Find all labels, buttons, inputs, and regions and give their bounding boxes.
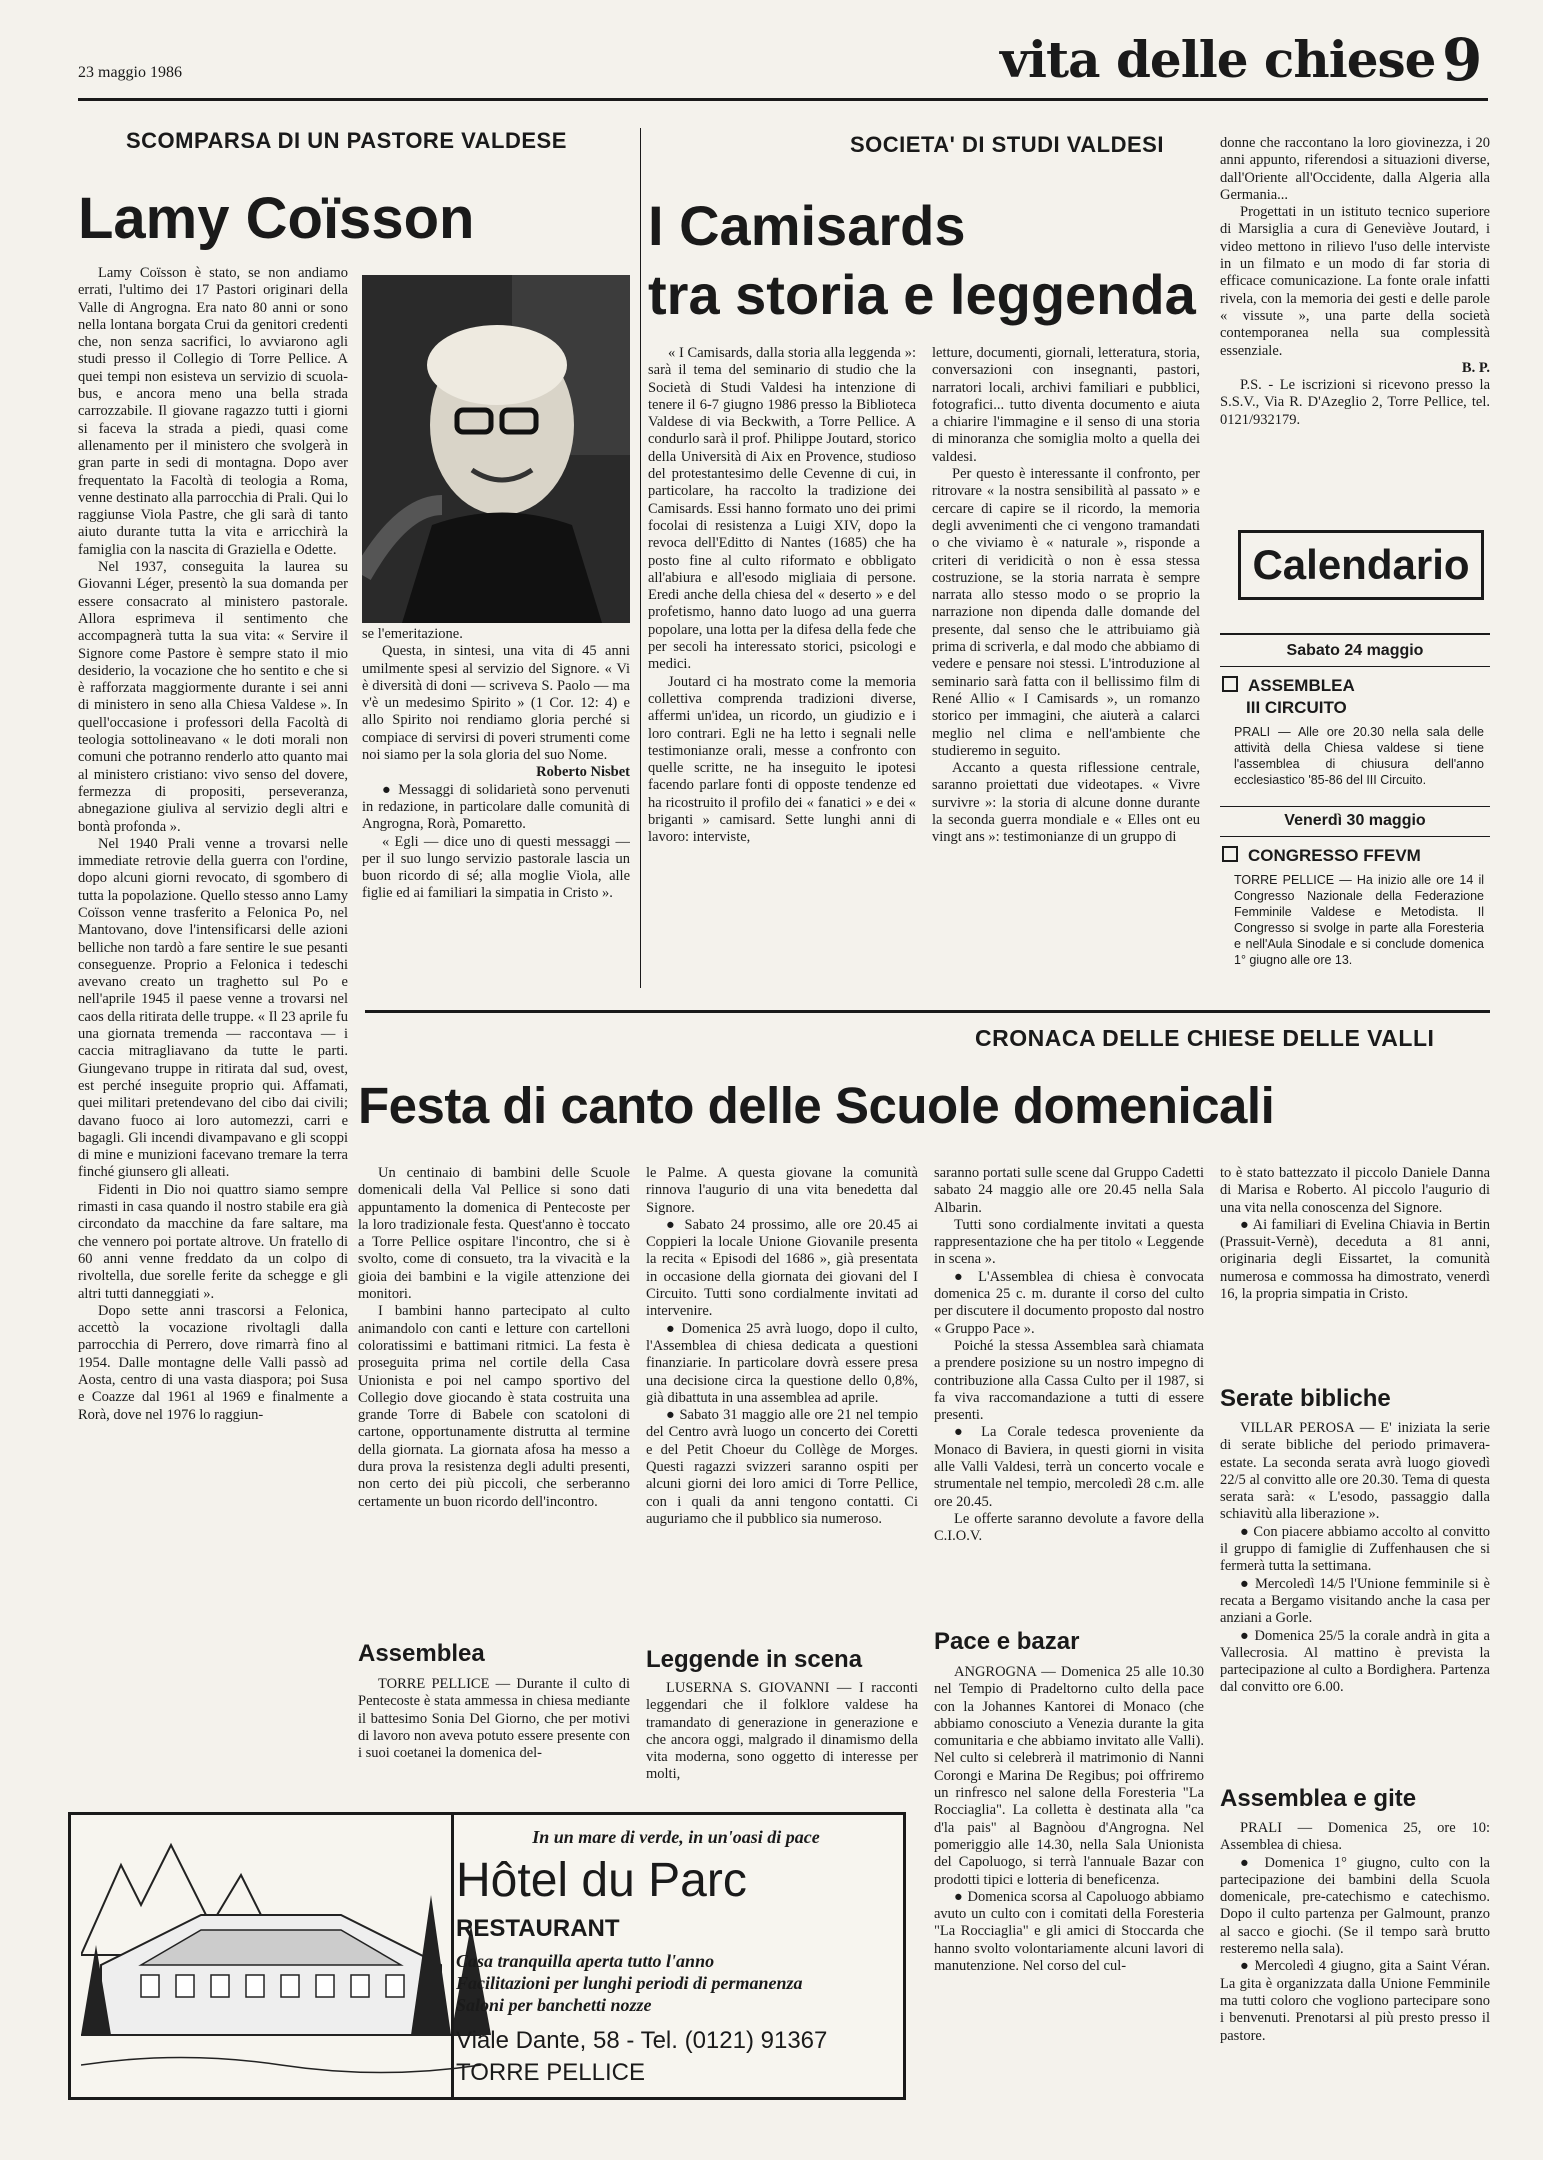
calendar-event-body-2: TORRE PELLICE — Ha inizio alle ore 14 il Congresso Nazionale della Federazione Femminile Valdese e Metodista. Il Congresso si svolge in parte alla Foresteria e nell'Aula Sinodale e si conclude domenica 1° giugno alle ore 13. (1234, 873, 1484, 967)
portrait-photo (362, 275, 630, 623)
left-title: Lamy Coïsson (78, 186, 475, 251)
masthead-rule (78, 98, 1488, 101)
cronaca-column-1 (358, 1165, 630, 1585)
paragraph: ANGROGNA — Domenica 25 alle 10.30 nel Tempio di Pradeltorno culto della pace con la Johannes Kantorei di Monaco (che abbiamo conosciuto a Venezia durante la gita comunitaria e che abbiamo invitato alle Valli). Nel culto si celebrerà il matrimonio di Nanni Corongi e Marina De Regibus; poi offriremo un rinfresco nel salone della Foresteria "La Rocciaglia". La colletta è destinata alla "ca d'la pais" al Bagnòou d'Angrogna. Nel pomeriggio alle 14.30, nella Sala Unionista del Capoluogo, si terrà l'annuale Bazar con prodotti tipici e lotteria di beneficenza. (934, 1664, 1204, 1888)
paragraph: ● La Corale tedesca proveniente da Monaco di Baviera, in questi giorni in visita alle Valli Valdesi, terrà un concerto vocale e strumentale nel tempio, mercoledì 28 c.m. alle ore 20.45. (934, 1424, 1204, 1510)
paragraph: Dopo sette anni trascorsi a Felonica, accettò la vocazione rivoltagli dalla parrocchia di Perrero, dove rimarrà fino al 1954. Dalle montagne delle Valli passò ad Aosta, centro di una vasta diaspora; poi Susa e Coazze dal 1961 al 1969 e finalmente a Rorà, dove nel 1976 lo raggiun- (78, 1302, 348, 1423)
serate-body (1220, 1420, 1490, 1780)
paragraph: to è stato battezzato il piccolo Daniele Danna di Marisa e Roberto. Al piccolo l'augurio di una vita nella conoscenza del Signore. (1220, 1165, 1490, 1216)
calendar-event-subtitle-1: III CIRCUITO (1246, 698, 1347, 717)
cronaca-title: Festa di canto delle Scuole domenicali (358, 1077, 1275, 1134)
left-column-1 (78, 265, 348, 1825)
calendar-date-2: Venerdì 30 maggio (1284, 812, 1426, 829)
paragraph: « I Camisards, dalla storia alla leggenda »: sarà il tema del seminario di studio che la Società di Studi Valdesi ha intenzione di tenere il 6-7 giugno 1986 presso la Biblioteca Valdese di via Beckwith, a Torre Pellice. A condurlo sarà il prof. Philippe Joutard, storico della Università di Aix en Provence, studioso del protestantesimo delle Cevenne di cui, in particolare, ha raccolto la tradizione dei Camisards. Essi hanno formato uno dei primi focolai di resistenza a Luigi XIV, dopo la revoca dell'Editto di Nantes (1685) che ha posto fine al culto riformato e obbligato all'abiura e all'esodo migliaia di persone. Eredi anche della chiesa del « deserto » e del profetismo, hanno dato luogo ad una guerra popolare, una lotta per la difesa della fede che per secoli ha interessato storici, psicologi e medici. (648, 345, 916, 673)
calendario-rule (1220, 836, 1490, 837)
pace-heading: Pace e bazar (934, 1628, 1080, 1655)
ad-line-3: Saloni per banchetti nozze (456, 1995, 652, 2015)
event-title-text: ASSEMBLEA (1248, 676, 1355, 695)
paragraph: donne che raccontano la loro giovinezza, i 20 anni appunto, riferendosi a situazioni diverse, dall'Oriente all'Occidente, dalla Algeria alla Germania... (1220, 135, 1490, 203)
paragraph: Fidenti in Dio noi quattro siamo sempre rimasti in casa quando il nostro stabile era già circondato da macchine da fare saltare, ma che vennero poi portate altrove. Un fratello di 60 anni venne freddato da un colpo di rivoltella, due sorelle ferite da schegge e gli altri tutti danneggiati ». (78, 1181, 348, 1302)
paragraph: Per questo è interessante il confronto, per ritrovare « la nostra sensibilità al passato » e cercare di capire se il ricordo, la memoria degli avvenimenti che ci vengono tramandati o che viviamo è « naturale », risponde a criteri di veridicità o non è essa stessa costruzione, se la storia narrata è sempre narrata allo stesso modo o se proprio la narrazione non dipenda dalle domande del presente, dal senso che le attribuiamo già prima di scriverla, e dal modo che abbiamo di vedere e pensare noi stessi. L'introduzione al seminario sarà fatta con il bellissimo film di René Allio « I Camisards », un romanzo storico per immagini, che aiuterà a calarci meglio nel clima e nell'ambiente che studieremo in seguito. (932, 466, 1200, 759)
paragraph: ● Ai familiari di Evelina Chiavia in Bertin (Prassuit-Vernè), deceduta a 81 anni, originaria degli Eissartet, la comunità numerosa e commossa ha dimostrato, venerdì 16, la propria simpatia in Cristo. (1220, 1216, 1490, 1303)
center-column-1 (648, 345, 916, 985)
paragraph: ● Sabato 31 maggio alle ore 21 nel tempio del Centro avrà luogo un concerto dei Coretti e del Petit Choeur du Collège de Morges. Questi ragazzi svizzeri saranno ospiti per alcuni giorni dei loro amici di Torre Pellice, con i quali da anni tengono contatti. Ci auguriamo che il pubblico sia numeroso. (646, 1407, 918, 1527)
paragraph: Poiché la stessa Assemblea sarà chiamata a prendere posizione su un nostro impegno di contribuzione alla Cassa Culto per il 1987, si fa viva raccomandazione a tutti di essere presenti. (934, 1337, 1204, 1424)
ad-restaurant: RESTAURANT (456, 1915, 620, 1942)
paragraph: se l'emeritazione. (362, 626, 463, 642)
left-kicker: SCOMPARSA DI UN PASTORE VALDESE (126, 128, 567, 153)
paragraph: ● Messaggi di solidarietà sono pervenuti in redazione, in particolare dalle comunità di Angrogna, Rorà, Pomaretto. (362, 781, 630, 833)
paragraph: Le offerte saranno devolute a favore della C.I.O.V. (934, 1510, 1204, 1545)
paragraph: Questa, in sintesi, una vita di 45 anni umilmente spesi al servizio del Signore. « Vi è diversità di doni — scriveva S. Paolo — ma v'è un medesimo Spirito » (1 Cor. 12: 4) e allo Spirito noi rendiamo gloria perché si compiace di servirsi di poveri strumenti come noi siamo per la sola gloria del suo Nome. (362, 643, 630, 764)
paragraph: LUSERNA S. GIOVANNI — I racconti leggendari che il folklore valdese ha tramandato di generazione in generazione e che ancora oggi, malgrado il dinamismo della vita moderna, sono oggetto di interesse per molti, (646, 1680, 918, 1783)
paragraph: Un centinaio di bambini delle Scuole domenicali della Val Pellice si sono dati appuntamento la domenica di Pentecoste per la loro tradizionale festa. Quest'anno è toccato a Torre Pellice ospitare l'incontro, che si è svolto, come di consueto, tra la vivacità e la gioia dei bambini e la vigile attenzione dei monitori. (358, 1165, 630, 1303)
cronaca-kicker: CRONACA DELLE CHIESE DELLE VALLI (975, 1025, 1435, 1051)
calendario-rule (1220, 633, 1490, 635)
column-divider (640, 128, 641, 988)
paragraph: Nel 1937, conseguita la laurea su Giovanni Léger, presentò la sua domanda per essere consacrato al ministero pastorale. Allora esprimeva il sentimento che accompagnerà tutta la sua vita: « Servire il Signore come Pastore è sempre stato il mio desiderio, la vocazione che ho sentito e che si è rafforzata maggiormente durante i sei anni di ministero in seno alla Chiesa Valdese ». In quell'occasione i professori della Facoltà di teologia sottolineavano « le doti morali non comuni che potranno renderlo atto quanto mai al ministero cristiano: vivo senso del dovere, fermezza di propositi, perseveranza, abnegazione giuliva al servizio degli altri e bontà profonda ». (78, 559, 348, 835)
paragraph: ● Mercoledì 4 giugno, gita a Saint Véran. La gita è organizzata dalla Unione Femminile ma tutti coloro che vogliono partecipare sono i benvenuti. Prenotarsi al più presto presso il pastore. (1220, 1958, 1490, 2044)
leggende-heading: Leggende in scena (646, 1646, 863, 1673)
ad-line-2: Facilitazioni per lunghi periodi di permanenza (456, 1973, 803, 1993)
center-title-line2: tra storia e leggenda (648, 263, 1196, 326)
calendario-rule (1220, 666, 1490, 667)
paragraph: ● L'Assemblea di chiesa è convocata domenica 25 c. m. durante il corso del culto per discutere il documento proposto dal nostro « Gruppo Pace ». (934, 1268, 1204, 1337)
ad-city: TORRE PELLICE (456, 2059, 645, 2086)
ad-tagline: In un mare di verde, in un'oasi di pace (532, 1827, 820, 1847)
paragraph: ● Domenica 1° giugno, culto con la partecipazione dei bambini della Scuola domenicale, pre-catechismo e catechismo. Dopo il culto partenza per Galmount, pranzo al sacco e giochi. (Se il tempo sarà brutto resteremo nella sala). (1220, 1854, 1490, 1958)
cronaca-rule (365, 1010, 1490, 1013)
portrait-illustration (362, 275, 630, 623)
paragraph: ● Mercoledì 14/5 l'Unione femminile si è recata a Bergamo visitando anche la casa per anziani a Gorle. (1220, 1575, 1490, 1627)
calendario-title: Calendario (1252, 541, 1470, 588)
paragraph: VILLAR PEROSA — E' iniziata la serie di serate bibliche del periodo primavera-estate. La seconda serata avrà luogo giovedì 22/5 al convitto alle ore 20.30. Tema di questa serata sarà: « L'esodo, passaggio dalla schiavitù alla liberazione ». (1220, 1420, 1490, 1523)
checkbox-icon (1222, 676, 1238, 692)
ps-note: P.S. - Le iscrizioni si ricevono presso la S.S.V., Via R. D'Azeglio 2, Torre Pellice, tel. 0121/932179. (1220, 377, 1490, 428)
ad-divider (451, 1815, 454, 2097)
left-column-2 (362, 626, 630, 986)
serate-heading: Serate bibliche (1220, 1385, 1391, 1412)
right-column-text (1220, 135, 1490, 530)
author-signature: Roberto Nisbet (536, 764, 630, 781)
paragraph: ● Domenica 25/5 la corale andrà in gita a Vallecrosia. Al mattino è prevista la partecipazione al culto a Bordighera. Partenza dal convitto ore 6.00. (1220, 1627, 1490, 1696)
paragraph: Lamy Coïsson è stato, se non andiamo errati, l'ultimo dei 17 Pastori originari della Valle di Angrogna. Era nato 80 anni or sono nella lontana borgata Crui da genitori credenti che, non senza sacrifici, lo avviarono agli studi presso il Collegio di Torre Pellice. A quei tempi non esisteva un servizio di scuola-bus, e ancora meno una bella strada carrozzabile. Il giovane ragazzo tutti i giorni si faceva la strada a piedi, quasi come allenamento per il ministero che svolgerà in gran parte in sedi di montagna. Dopo aver frequentato la Facoltà di teologia a Roma, venne destinato alla parrocchia di Prali. Qui lo raggiunse Viola Pastre, che gli sarà di tanto aiuto durante tutta la vita e arricchirà la famiglia con la nascita di Graziella e Odette. (78, 265, 348, 558)
center-kicker: SOCIETA' DI STUDI VALDESI (850, 132, 1164, 157)
paragraph: le Palme. A questa giovane la comunità rinnova l'augurio di una vita benedetta dal Signore. (646, 1165, 918, 1216)
section-title: vita delle chiese (1000, 30, 1436, 89)
cronaca-column-3 (934, 1165, 1204, 1620)
paragraph: Progettati in un istituto tecnico superiore di Marsiglia a cura di Geneviève Joutard, i video mettono in rilievo l'uso delle interviste in un filmato e un modo di far storia di efficace comunicazione. La fonte orale infatti rivela, con la memoria dei gesti e delle parole « vissute », una parte della società contemporanea nella sua complessità essenziale. (1220, 204, 1490, 359)
calendar-date-1: Sabato 24 maggio (1286, 642, 1424, 659)
paragraph: saranno portati sulle scene dal Gruppo Cadetti sabato 24 maggio alle ore 20.45 nella Sala Albarin. (934, 1165, 1204, 1216)
paragraph: letture, documenti, giornali, letteratura, storia, conversazioni con insegnanti, pastori, narratori locali, archivi familiari e pubblici, fotografici... tutto diventa documento e aiuta a chiarire l'immagine e il senso di una storia di minoranza che somiglia molto a quella dei valdesi. (932, 345, 1200, 465)
assemblea-body (358, 1676, 630, 1786)
leggende-body (646, 1680, 918, 1785)
gite-body (1220, 1820, 1490, 2140)
calendar-event-body-1: PRALI — Alle ore 20.30 nella sala delle attività della Chiesa valdese si tiene l'assemblea di chiusura dell'anno ecclesiastico '85-86 del III Circuito. (1234, 725, 1484, 787)
calendar-event-title-1 (1222, 676, 1355, 696)
cronaca-column-2 (646, 1165, 918, 1630)
assemblea-heading: Assemblea (358, 1640, 485, 1667)
author-signature: B. P. (1461, 359, 1490, 376)
paragraph: Accanto a questa riflessione centrale, saranno proiettati due videotapes. « Vivre survivre »: la storia di alcune donne durante la seconda guerra mondiale e « Elles ont eu vingt ans »: testimonianze di un gruppo di (932, 760, 1200, 846)
paragraph: TORRE PELLICE — Durante il culto di Pentecoste è stata ammessa in chiesa mediante il battesimo Sonia Del Giorno, che per motivi di lavoro non aveva potuto essere presente con i suoi coetanei la domenica del- (358, 1676, 630, 1762)
gite-heading: Assemblea e gite (1220, 1785, 1417, 1812)
checkbox-icon (1222, 846, 1238, 862)
paragraph: Tutti sono cordialmente invitati a questa rappresentazione che ha per titolo « Leggende in scena ». (934, 1216, 1204, 1268)
paragraph: ● Con piacere abbiamo accolto al convitto il gruppo di famiglie di Zuffenhausen che si fermerà tutta la settimana. (1220, 1523, 1490, 1575)
paragraph: « Egli — dice uno di questi messaggi — per il suo lungo servizio pastorale lascia un buon ricordo di sé; alla moglie Viola, alle figlie ed ai familiari la simpatia in Cristo ». (362, 833, 630, 902)
paragraph: ● Domenica 25 avrà luogo, dopo il culto, l'Assemblea di chiesa dedicata a questioni finanziarie. In particolare dovrà essere presa una decisione circa la questione dello 0,8%, già dibattuta in una assemblea ad aprile. (646, 1320, 918, 1406)
calendar-event-title-2 (1222, 846, 1421, 866)
issue-date: 23 maggio 1986 (78, 64, 182, 81)
paragraph: ● Domenica scorsa al Capoluogo abbiamo avuto un culto con i comitati della Foresteria "La Rocciaglia" e gli amici di Stoccarda che hanno svolto volontariamente alcuni lavori di manutenzione. Nel corso del cul- (934, 1888, 1204, 1975)
center-column-2 (932, 345, 1200, 985)
paragraph: I bambini hanno partecipato al culto animandolo con canti e letture con cartelloni coloratissimi e battimani ritmici. La festa è proseguita prima nel cortile della Casa Unionista e poi nel campo sportivo del Collegio dove giocando è stata costruita una grande Torre di Babele con scatoloni di cartone, opportunamente distrutta al termine della giornata. La giornata afosa ha messo a dura prova la resistenza degli adulti presenti, non certo dei più piccoli, che serberanno certamente un buon ricordo dell'incontro. (358, 1303, 630, 1510)
hotel-advertisement (68, 1812, 906, 2100)
paragraph: Nel 1940 Prali venne a trovarsi nelle immediate retrovie della guerra con l'ordine, dopo alcuni giorni revocato, di sgombero di tutta la popolazione. Quello stesso anno Lamy Coïsson venne trasferito a Felonica Po, nel Mantovano, dove l'intensificarsi delle azioni belliche non tardò a fare sentire le sue pesanti conseguenze. Proprio a Felonica i tedeschi avevano creato un traghetto sul Po e nell'aprile 1945 il paese venne a trovarsi nel caos della ritirata delle truppe. « Il 23 aprile fu una giornata tremenda — raccontava — i caccia mitragliavano da tutte le parti. Giungevano truppe in ritirata dal sud, ovest, est perché inseguite proprio qui. Affamati, quei militari pretendevano del cibo dai civili; davano fuoco ai loro automezzi, carri e bagagli. Gli incendi divampavano e gli scoppi di mine e munizioni facevano tremare la terra finché giunsero gli alleati. (78, 835, 348, 1181)
ad-line-1: Casa tranquilla aperta tutto l'anno (456, 1951, 715, 1971)
calendario-title-box (1238, 530, 1484, 600)
ad-hotel-name: Hôtel du Parc (456, 1854, 747, 1907)
pace-body (934, 1664, 1204, 2144)
event-title-text: CONGRESSO FFEVM (1248, 846, 1421, 865)
calendario-rule (1220, 806, 1490, 807)
paragraph: ● Sabato 24 prossimo, alle ore 20.45 ai Coppieri la locale Unione Giovanile presenta la recita « Episodi del 1686 », già presentata in occasione della giornata dei giovani del I Circuito. Tutti sono cordialmente invitati ad intervenire. (646, 1216, 918, 1320)
paragraph: PRALI — Domenica 25, ore 10: Assemblea di chiesa. (1220, 1820, 1490, 1854)
paragraph: Joutard ci ha mostrato come la memoria collettiva comprenda tradizioni diverse, affermi un'idea, un ricordo, un giudizio e i loro contrari. Egli ne ha letto i segnali nelle testimonianze orali, messe a confronto con quelle scritte, ne ha inseguito le ipotesi facendo parlare fonti di opposte tendenze ed ha ricostruito il profilo dei « fanatici » e dei « briganti » camisard. Sette lunghi anni di lavoro: interviste, (648, 673, 916, 846)
cronaca-column-4 (1220, 1165, 1490, 1375)
center-title-line1: I Camisards (648, 194, 966, 257)
ad-address: Viale Dante, 58 - Tel. (0121) 91367 (456, 2027, 828, 2054)
hotel-illustration (81, 1835, 501, 2085)
page-number: 9 (1442, 26, 1483, 94)
